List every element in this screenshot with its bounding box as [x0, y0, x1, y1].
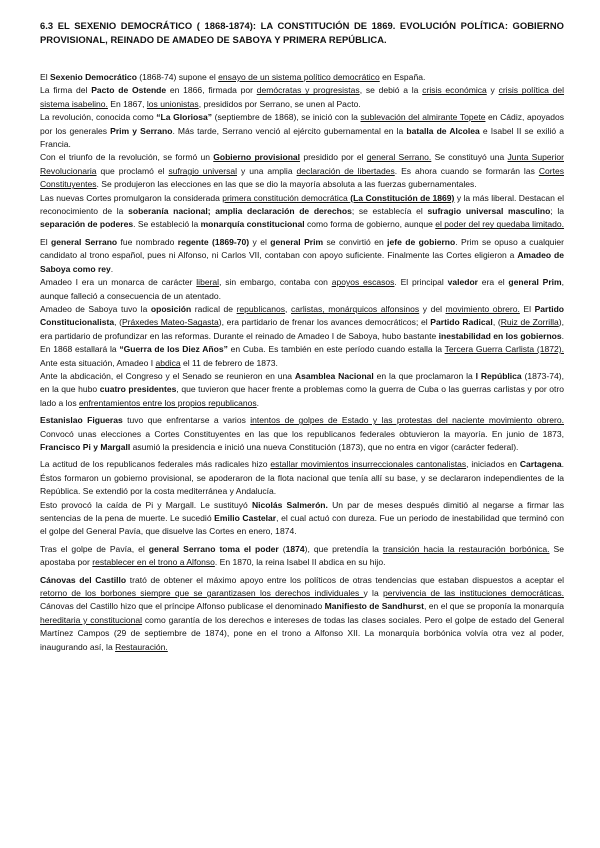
paragraph	[40, 458, 564, 498]
text-run: . Es ahora cuando se formarán las	[394, 165, 539, 176]
text-run: , se debió a la	[359, 85, 423, 96]
text-run: , iniciados en	[466, 459, 520, 470]
emphasized-text: el poder del rey quedaba limitado.	[435, 219, 565, 230]
emphasized-text: “La Gloriosa”	[156, 112, 213, 123]
text-run: en España.	[379, 72, 426, 82]
text-run: presidido por el	[300, 152, 367, 163]
emphasized-text: Ruiz de Zorrilla	[500, 317, 559, 328]
emphasized-text: Estanislao Figueras	[40, 415, 123, 426]
text-run: y una amplia	[237, 165, 297, 176]
emphasized-text: Partido Constitucionalista	[40, 303, 565, 328]
text-run: ), que pretendía la	[304, 543, 383, 554]
text-run: en Cádiz, apoyados por los generales	[40, 112, 565, 136]
emphasized-text: 1874	[285, 543, 305, 554]
emphasized-text: los unionistas	[146, 98, 199, 109]
emphasized-text: Pacto de Ostende	[91, 85, 167, 96]
emphasized-text: enfrentamientos entre los propios republicanos	[78, 397, 257, 408]
emphasized-text: Sexenio Democrático	[49, 72, 137, 82]
text-run: que proclamó el	[96, 165, 169, 176]
emphasized-text: Junta Superior Revolucionaria	[40, 152, 564, 176]
emphasized-text: Restauración.	[115, 641, 168, 652]
text-run: se convirtió en	[323, 236, 388, 247]
text-run: Se constituyó una	[431, 152, 508, 163]
text-run: como garantía de los derechos e intereses de todas las clases sociales. Pero el golpe de estado del General Martínez Campos (29 de septiembre de 1874), pone en el trono a Alfonso XII. La monarquía borbónica volvía otra vez al poder, inaugurando así, la	[40, 614, 565, 652]
text-run: Amadeo I era un monarca de carácter	[40, 277, 197, 288]
text-run: , (	[492, 317, 501, 328]
emphasized-text: restablecer en el trono a Alfonso	[92, 557, 215, 568]
text-run: , aunque falleció a consecuencia de un atentado.	[40, 277, 564, 301]
text-run: .	[256, 397, 260, 408]
text-run: era el	[478, 277, 509, 288]
text-run: tuvo que enfrentarse a varios	[122, 415, 251, 426]
text-run: En 1867,	[107, 98, 147, 109]
emphasized-text: (1869-70)	[212, 236, 250, 247]
emphasized-text: general Serrano.	[366, 152, 432, 163]
emphasized-text: “Guerra de los Diez Años”	[119, 344, 228, 355]
emphasized-text: separación de poderes	[40, 219, 134, 230]
text-run: . En 1870, la reina Isabel II abdica en su hijo.	[214, 557, 386, 568]
document-body	[40, 71, 564, 654]
text-run: trató de obtener el máximo apoyo entre los políticos de otras tendencias que estaban dispuestos a aceptar el	[126, 574, 564, 585]
text-run: ; se establecía el	[351, 206, 428, 217]
paragraph	[40, 84, 564, 111]
text-run: , en el que se proponía la monarquía	[423, 601, 564, 612]
emphasized-text: cuatro presidentes	[99, 384, 177, 395]
emphasized-text: Práxedes Mateo-Sagasta	[121, 317, 219, 328]
emphasized-text: Cortes Constituyentes	[40, 165, 564, 190]
text-run: y la más liberal. Destacan el reconocimiento de la	[40, 192, 564, 217]
emphasized-text: inestabilidad en los gobiernos	[438, 330, 562, 341]
emphasized-text: Prim y Serrano	[110, 125, 173, 136]
emphasized-text: intentos de golpes de Estado y las protestas del naciente movimiento obrero.	[250, 415, 565, 426]
text-run: Con el triunfo de la revolución, se formó un	[40, 152, 214, 163]
text-run: La firma del	[40, 85, 92, 96]
text-run: El	[40, 236, 52, 247]
text-run: El	[519, 303, 535, 314]
emphasized-text: estallar movimientos insurreccionales cantonalistas	[270, 459, 467, 470]
text-run: como forma de gobierno, aunque	[304, 219, 436, 230]
emphasized-text: demócratas y progresistas	[256, 85, 360, 96]
text-run: Un par de meses después dimitió al negarse a firmar las sentencias de la pena de muerte. Le sucedió	[40, 499, 564, 523]
emphasized-text: general Prim	[508, 277, 562, 288]
emphasized-text: Emilio Castelar	[214, 513, 277, 523]
text-run: .	[110, 263, 114, 274]
text-run: en la que proclamaron la	[373, 370, 476, 381]
text-run: Ante esta situación, Amadeo I	[40, 357, 156, 368]
emphasized-text: general Serrano	[51, 236, 118, 247]
emphasized-text: sufragio universal masculino	[427, 206, 551, 217]
paragraph	[40, 192, 564, 232]
emphasized-text: sufragio universal	[168, 165, 238, 176]
text-run: Se apostaba por	[40, 543, 564, 568]
text-run: Las nuevas Cortes promulgaron la considerada	[40, 192, 223, 203]
emphasized-text: Partido Radical	[430, 317, 493, 328]
emphasized-text: ensayo de un sistema político democrático	[218, 72, 380, 82]
text-run: Amadeo de Saboya tuvo la	[40, 303, 151, 314]
emphasized-text: Tercera Guerra Carlista (1872).	[444, 344, 564, 355]
text-run: fue nombrado	[117, 236, 178, 247]
paragraph	[40, 111, 564, 151]
text-run: y del	[419, 303, 446, 314]
emphasized-text: movimiento obrero.	[445, 303, 520, 314]
emphasized-text: soberanía nacional; amplia declaración de derechos	[128, 206, 352, 217]
text-run: La revolución, conocida como	[40, 112, 157, 123]
text-run: . Éstos formaron un gobierno provisional, se apoderaron de la flota nacional que tenía allí su base, y se declararon independientes de la República. Se extendió por la costa mediterránea y Andalucía.	[40, 459, 564, 497]
paragraph	[40, 543, 564, 570]
text-run: Ante la abdicación, el Congreso y el Senado se reunieron en una	[40, 370, 295, 381]
text-run: Tras el golpe de Pavía, el	[40, 543, 149, 554]
text-run: ), era partidario de profundizar en las reformas. Durante el reinado de Amadeo I de Saboya, hubo bastante	[40, 317, 564, 341]
emphasized-text: Amadeo de Saboya como rey	[40, 250, 564, 274]
emphasized-text: carlistas, monárquicos alfonsinos	[290, 303, 420, 314]
emphasized-text: regente	[177, 236, 209, 247]
emphasized-text: liberal	[196, 277, 220, 288]
text-run: (1868-74) supone el	[136, 72, 219, 82]
emphasized-text: oposición	[150, 303, 192, 314]
paragraph	[40, 303, 564, 370]
emphasized-text: pervivencia de las instituciones democráticas.	[383, 588, 564, 599]
emphasized-text: republicanos	[236, 303, 286, 314]
text-run: (1873-74), en la que hubo	[40, 370, 564, 395]
paragraph	[40, 151, 564, 191]
text-run: ,	[285, 303, 291, 314]
text-run: Esto provocó la caída de Pi y Margall. Le sustituyó	[40, 499, 252, 510]
text-run: Convocó unas elecciones a Cortes Constituyentes en las que los republicanos federales obtuvieron la mayoría. En junio de 1873,	[40, 428, 564, 439]
emphasized-text: valedor	[447, 277, 479, 288]
emphasized-text: Gobierno provisional	[213, 152, 301, 163]
text-run: , presididos por Serrano, se unen al Pacto.	[198, 98, 361, 109]
paragraph	[40, 236, 564, 276]
emphasized-text: Cánovas del Castillo	[40, 574, 127, 585]
text-run: asumió la presidencia e inició una nueva Constitución (1873), que no entra en vigor (carácter federal).	[130, 441, 519, 452]
text-run: y	[486, 85, 499, 96]
emphasized-text: declaración de libertades	[296, 165, 395, 176]
paragraph	[40, 414, 564, 454]
emphasized-text: sublevación del almirante Topete	[360, 112, 486, 123]
text-run: , que tuvieron que hacer frente a problemas como la guerra de Cuba o las guerras carlistas y por otro lado a los	[40, 384, 564, 408]
text-run: , el cual actuó con dureza. Fue un periodo de inestabilidad que terminó con el golpe del General Pavía, que disuelve las Cortes en enero, 1874.	[40, 513, 564, 537]
text-run: La actitud de los republicanos federales más radicales hizo	[40, 459, 271, 470]
emphasized-text: Nicolás Salmerón.	[251, 499, 328, 510]
paragraph	[40, 276, 564, 303]
text-run: (septiembre de 1868), se inició con la	[212, 112, 361, 123]
text-run: ), era partidario de frenar los avances democráticos; el	[218, 317, 431, 328]
paragraph	[40, 574, 564, 654]
text-run: Cánovas del Castillo hizo que el príncipe Alfonso publicase el denominado	[40, 601, 325, 612]
text-run: (	[278, 543, 286, 554]
text-run: . Se produjeron las elecciones en las que se dio la mayoría absoluta a las fuerzas gubernamentales.	[96, 179, 477, 190]
text-run: e Isabel II se exilió a Francia.	[40, 125, 564, 150]
emphasized-text: I República	[475, 370, 522, 381]
emphasized-text: abdica	[155, 357, 181, 368]
text-run: . Prim se opuso a cualquier candidato al trono español, pues ni Alfonso, ni Carlos VII, contaban con apoyo suficiente. Finalmente las Cortes eligieron a	[40, 236, 564, 261]
emphasized-text: monarquía constitucional	[200, 219, 305, 230]
text-run: . En 1868 estallará la	[40, 330, 565, 355]
text-run: radical de	[191, 303, 237, 314]
emphasized-text: transición hacia la restauración borbónica.	[382, 543, 550, 554]
paragraph	[40, 71, 564, 84]
document-title: 6.3 EL SEXENIO DEMOCRÁTICO ( 1868-1874): LA CONSTITUCIÓN DE 1869. EVOLUCIÓN POLÍTICA: GOBIERNO PROVISIONAL, REINADO DE AMADEO DE SABOYA Y PRIMERA REPÚBLICA.	[40, 20, 564, 45]
text-run: en Cuba. Es también en este período cuando estalla la	[227, 344, 445, 355]
text-run: en 1866, firmada por	[166, 85, 257, 96]
text-run: y el	[249, 236, 271, 247]
text-run: . Más tarde, Serrano venció al ejército gubernamental en la	[172, 125, 407, 136]
text-run: . El principal	[394, 277, 448, 288]
emphasized-text: crisis económica	[422, 85, 487, 96]
text-run: , sin embargo, contaba con	[219, 277, 332, 288]
text-run: El	[40, 72, 50, 82]
emphasized-text: Manifiesto de Sandhurst	[324, 601, 424, 612]
emphasized-text: batalla de Alcolea	[406, 125, 480, 136]
text-run: . Se estableció la	[133, 219, 201, 230]
emphasized-text: hereditaria y constitucional	[40, 614, 143, 625]
emphasized-text: retorno de los borbones siempre que se garantizasen los derechos individuales	[40, 588, 364, 599]
emphasized-text: apoyos escasos	[331, 277, 395, 288]
paragraph	[40, 499, 564, 539]
emphasized-text: general Serrano toma el poder	[148, 543, 279, 554]
text-run: ; la	[550, 206, 564, 217]
emphasized-text: Francisco Pi y Margall	[40, 441, 131, 452]
text-run: el 11 de febrero de 1873.	[180, 357, 278, 368]
emphasized-text: primera constitución democrática	[222, 192, 351, 203]
emphasized-text: crisis política del sistema isabelino.	[40, 85, 565, 109]
emphasized-text: Cartagena	[519, 459, 562, 470]
emphasized-text: jefe de gobierno	[387, 236, 456, 247]
emphasized-text: (La Constitución de 1869)	[350, 192, 455, 203]
emphasized-text: Asamblea Nacional	[294, 370, 374, 381]
paragraph	[40, 370, 564, 410]
text-run: , (	[114, 317, 122, 328]
emphasized-text: general Prim	[270, 236, 324, 247]
text-run: y la	[363, 588, 383, 599]
